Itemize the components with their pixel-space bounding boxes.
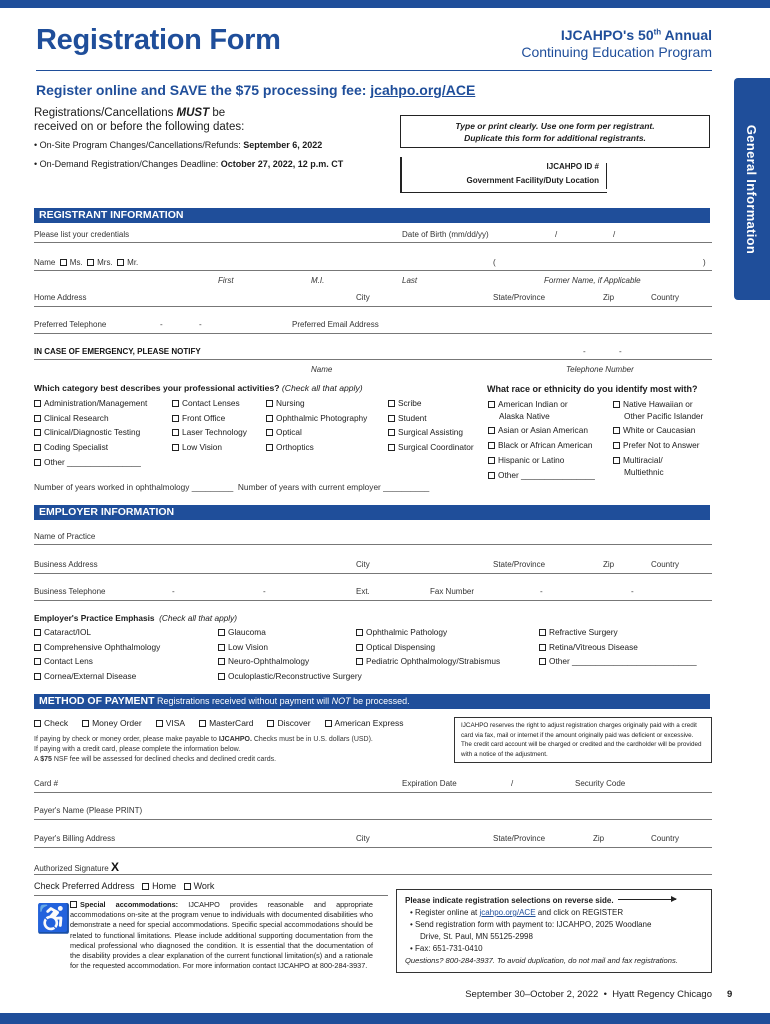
checkbox[interactable]: [34, 429, 41, 436]
payment-method[interactable]: [34, 718, 68, 728]
checkbox[interactable]: [34, 644, 41, 651]
zip-label: Zip: [603, 293, 615, 302]
page-title: Registration Form: [36, 24, 281, 56]
side-tab-label: General Information: [744, 124, 760, 254]
category-option[interactable]: [388, 396, 474, 411]
category-col-4: [388, 396, 474, 455]
ms-checkbox[interactable]: [60, 259, 67, 266]
rule: [34, 270, 712, 271]
race-col-2: Native Hawaiian or Other Pacific Islander White or Caucasian Prefer Not to Answer Multiracial/ Multiethnic: [613, 397, 703, 479]
wheelchair-icon: ♿: [36, 903, 71, 934]
payment-method[interactable]: [267, 718, 310, 728]
emphasis-option[interactable]: [539, 625, 697, 640]
race-checkbox[interactable]: [488, 427, 495, 434]
former-label: Former Name, if Applicable: [544, 276, 641, 285]
em-tel-label: Telephone Number: [566, 365, 634, 374]
method-label: Check: [44, 718, 69, 728]
paren-open: (: [493, 258, 496, 267]
option-label: Scribe: [398, 398, 422, 408]
ext-label: Ext.: [356, 587, 370, 596]
category-option[interactable]: [172, 411, 247, 426]
category-col-3: [266, 396, 367, 455]
checkbox[interactable]: [218, 629, 225, 636]
emphasis-option[interactable]: [34, 640, 160, 655]
emphasis-col-1: [34, 625, 160, 684]
signature-label: Authorized Signature X: [34, 860, 119, 874]
dash: -: [583, 347, 586, 356]
checkbox[interactable]: [266, 444, 273, 451]
option-label: Contact Lenses: [182, 398, 240, 408]
checkbox[interactable]: [82, 720, 89, 727]
checkbox[interactable]: [539, 658, 546, 665]
emphasis-col-2: [218, 625, 362, 684]
checkbox[interactable]: [356, 629, 363, 636]
option-label: Nursing: [276, 398, 305, 408]
register-link[interactable]: jcahpo.org/ACE: [479, 908, 536, 917]
email-label: Preferred Email Address: [292, 320, 379, 329]
id-box: IJCAHPO ID # Government Facility/Duty Location: [400, 157, 607, 193]
dash: -: [263, 587, 266, 596]
country-label: Country: [651, 560, 680, 569]
race-checkbox[interactable]: [488, 401, 495, 408]
method-label: VISA: [165, 718, 186, 728]
payment-method[interactable]: [325, 718, 404, 728]
rule: [34, 819, 712, 820]
mr-checkbox[interactable]: [117, 259, 124, 266]
category-option[interactable]: [172, 396, 247, 411]
register-link[interactable]: jcahpo.org/ACE: [370, 82, 476, 98]
rule: [34, 333, 712, 334]
header-rule: [36, 70, 712, 71]
rule: [34, 874, 712, 875]
business-tel-label: Business Telephone: [34, 587, 106, 596]
emphasis-option[interactable]: [34, 654, 160, 669]
checkbox[interactable]: [388, 415, 395, 422]
category-col-1: [34, 396, 147, 470]
registrant-header: REGISTRANT INFORMATION: [34, 208, 710, 223]
option-label: Laser Technology: [182, 427, 247, 438]
option-label: Other ___________________________: [549, 656, 697, 667]
security-label: Security Code: [575, 779, 626, 788]
instructions-box: Type or print clearly. Use one form per registrant. Duplicate this form for additional registrants.: [400, 115, 710, 148]
race-checkbox[interactable]: [488, 457, 495, 464]
checkbox[interactable]: [388, 444, 395, 451]
emphasis-option[interactable]: [218, 669, 362, 684]
checkbox[interactable]: [218, 644, 225, 651]
program-title: IJCAHPO's 50th Annual: [560, 27, 712, 43]
em-name-label: Name: [311, 365, 333, 374]
category-option[interactable]: [388, 440, 474, 455]
checkbox[interactable]: [172, 400, 179, 407]
special-accommodations: Special accommodations: IJCAHPO provides reasonable and appropriate accommodations on-site at the program venue to individuals with documented disabilities who demonstrate a need for special accommodations. Specific special accommodations should be related to functional limitations. Please include additional supporting documentation from the medical professional who diagnosed the condition. It is essential that the documentation of the disability provides a clear explanation of the current functional limitation(s) and a rationale for the requested accommodation. For more information contact IJCAHPO at 800-284-3937.: [70, 900, 373, 971]
zip-label: Zip: [603, 560, 615, 569]
exp-slash: /: [511, 779, 514, 788]
option-label: Clinical/Diagnostic Testing: [44, 427, 141, 438]
rule: [34, 573, 712, 574]
option-label: Low Vision: [228, 641, 268, 652]
option-label: Administration/Management: [44, 398, 148, 408]
option-label: Refractive Surgery: [549, 627, 618, 637]
race-checkbox[interactable]: [488, 442, 495, 449]
payment-method[interactable]: [82, 718, 142, 728]
emphasis-option[interactable]: [34, 669, 160, 684]
payer-label: Payer's Name (Please PRINT): [34, 806, 143, 815]
category-option[interactable]: [34, 455, 147, 470]
dash: -: [172, 587, 175, 596]
emphasis-option[interactable]: [356, 654, 500, 669]
category-option[interactable]: [388, 425, 474, 440]
mi-label: M.I.: [311, 276, 325, 285]
dash: -: [160, 320, 163, 329]
emphasis-col-3: [356, 625, 500, 669]
program-subtitle: Continuing Education Program: [521, 44, 712, 60]
option-label: Contact Lens: [44, 656, 93, 667]
checkbox[interactable]: [172, 429, 179, 436]
checkbox[interactable]: [34, 673, 41, 680]
category-option[interactable]: [266, 440, 367, 455]
emphasis-option[interactable]: [218, 640, 362, 655]
checkbox[interactable]: [199, 720, 206, 727]
checkbox[interactable]: [218, 658, 225, 665]
checkbox[interactable]: [34, 415, 41, 422]
race-checkbox[interactable]: [488, 472, 495, 479]
checkbox[interactable]: [539, 644, 546, 651]
emphasis-option[interactable]: [218, 654, 362, 669]
work-checkbox[interactable]: [184, 883, 191, 890]
checkbox[interactable]: [356, 644, 363, 651]
option-label: Clinical Research: [44, 412, 109, 423]
category-option[interactable]: [34, 396, 147, 411]
dash: -: [631, 587, 634, 596]
emphasis-question: Employer's Practice Emphasis (Check all that apply): [34, 613, 238, 623]
checkbox[interactable]: [388, 400, 395, 407]
option-label: Retina/Vitreous Disease: [549, 641, 638, 652]
option-label: Ophthalmic Photography: [276, 412, 368, 423]
option-label: Cataract/IOL: [44, 627, 92, 637]
checkbox[interactable]: [34, 400, 41, 407]
category-col-2: [172, 396, 247, 455]
race-checkbox[interactable]: [613, 427, 620, 434]
emphasis-option[interactable]: [218, 625, 362, 640]
method-label: American Express: [334, 718, 404, 728]
payment-method[interactable]: [156, 718, 185, 728]
checkbox[interactable]: [388, 429, 395, 436]
option-label: Comprehensive Ophthalmology: [44, 641, 161, 652]
race-question: What race or ethnicity do you identify most with?: [487, 384, 698, 394]
special-checkbox[interactable]: [70, 901, 77, 908]
deadline-note: Registrations/Cancellations MUST be received on or before the following dates: • On-Site Program Changes/Cancellations/Refunds: September 6, 2022 • On-Demand Registration/Changes Deadline: October 27, 2022, 12 p.m. CT: [34, 107, 344, 169]
city-label: City: [356, 834, 370, 843]
option-label: Oculoplastic/Reconstructive Surgery: [228, 671, 362, 682]
option-label: Coding Specialist: [44, 442, 109, 453]
practice-label: Name of Practice: [34, 532, 96, 541]
category-question: Which category best describes your professional activities? (Check all that apply): [34, 383, 363, 393]
option-label: Optical: [276, 427, 302, 438]
checkbox[interactable]: [34, 658, 41, 665]
category-option[interactable]: [266, 425, 367, 440]
telephone-label: Preferred Telephone: [34, 320, 107, 329]
category-option[interactable]: [34, 411, 147, 426]
checkbox[interactable]: [325, 720, 332, 727]
option-label: Surgical Coordinator: [398, 442, 474, 453]
emphasis-option[interactable]: [539, 654, 697, 669]
checkbox[interactable]: [218, 673, 225, 680]
race-checkbox[interactable]: [613, 457, 620, 464]
card-label: Card #: [34, 779, 59, 788]
state-label: State/Province: [493, 293, 546, 302]
checkbox[interactable]: [172, 415, 179, 422]
checkbox[interactable]: [156, 720, 163, 727]
rule: [34, 359, 712, 360]
category-option[interactable]: [266, 411, 367, 426]
category-option[interactable]: [388, 411, 474, 426]
home-checkbox[interactable]: [142, 883, 149, 890]
bottom-bar: [0, 1013, 770, 1024]
dash: -: [619, 347, 622, 356]
rule: [34, 792, 712, 793]
save-banner: Register online and SAVE the $75 processing fee: jcahpo.org/ACE: [36, 82, 476, 98]
rule: [34, 895, 388, 896]
arrow-right-icon: [618, 899, 676, 900]
dash: -: [540, 587, 543, 596]
rule: [34, 242, 712, 243]
years-row: Number of years worked in ophthalmology _________ Number of years with current employer __________: [34, 482, 430, 492]
employer-header: EMPLOYER INFORMATION: [34, 505, 710, 520]
dob-slash: /: [555, 230, 558, 239]
name-row: Name Ms. Mrs. Mr.: [34, 258, 139, 267]
emergency-label: IN CASE OF EMERGENCY, PLEASE NOTIFY: [34, 347, 201, 356]
checkbox[interactable]: [539, 629, 546, 636]
rule: [34, 600, 712, 601]
country-label: Country: [651, 834, 680, 843]
emphasis-option[interactable]: [539, 640, 697, 655]
emphasis-option[interactable]: [34, 625, 160, 640]
checkbox[interactable]: [267, 720, 274, 727]
payment-method[interactable]: [199, 718, 253, 728]
method-label: Discover: [277, 718, 311, 728]
city-label: City: [356, 560, 370, 569]
preferred-address: Check Preferred Address Home Work: [34, 881, 215, 891]
checkbox[interactable]: [266, 429, 273, 436]
mrs-checkbox[interactable]: [87, 259, 94, 266]
checkbox[interactable]: [34, 459, 41, 466]
city-label: City: [356, 293, 370, 302]
paren-close: ): [703, 258, 706, 267]
business-address-label: Business Address: [34, 560, 98, 569]
method-label: Money Order: [92, 718, 142, 728]
option-label: Orthoptics: [276, 442, 314, 453]
category-option[interactable]: [34, 425, 147, 440]
page-number: 9: [727, 989, 733, 1000]
option-label: Ophthalmic Pathology: [366, 627, 448, 637]
method-label: MasterCard: [209, 718, 254, 728]
country-label: Country: [651, 293, 680, 302]
option-label: Surgical Assisting: [398, 427, 464, 438]
checkbox[interactable]: [266, 415, 273, 422]
footer-event: September 30–October 2, 2022 • Hyatt Regency Chicago: [465, 989, 712, 1000]
billing-label: Payer's Billing Address: [34, 834, 116, 843]
last-label: Last: [402, 276, 418, 285]
option-label: Neuro-Ophthalmology: [228, 656, 310, 667]
home-address-label: Home Address: [34, 293, 87, 302]
top-bar: [0, 0, 770, 8]
emphasis-col-4: [539, 625, 697, 669]
payment-methods: [34, 718, 418, 728]
payment-instructions: If paying by check or money order, please make payable to IJCAHPO. Checks must be in U.S. dollars (USD). If paying with a credit card, please complete the information below. A $75 NSF fee will be assessed for declined checks and declined credit cards.: [34, 736, 373, 763]
race-checkbox[interactable]: [613, 401, 620, 408]
rule: [34, 847, 712, 848]
option-label: Cornea/External Disease: [44, 671, 137, 682]
emphasis-option[interactable]: [356, 640, 500, 655]
category-option[interactable]: [266, 396, 367, 411]
checkbox[interactable]: [172, 444, 179, 451]
state-label: State/Province: [493, 834, 546, 843]
state-label: State/Province: [493, 560, 546, 569]
race-checkbox[interactable]: [613, 442, 620, 449]
adjustment-notice: IJCAHPO reserves the right to adjust registration charges originally paid with a credit card via fax, mail or internet if the amount originally paid was deficient or excessive. The credit card account will be charged or credited and the cardholder will be provided with a notice of the adjustment.: [454, 717, 712, 763]
credentials-label: Please list your credentials: [34, 230, 130, 239]
option-label: Front Office: [182, 412, 226, 423]
option-label: Student: [398, 412, 427, 423]
option-label: Other ________________: [44, 456, 141, 467]
dob-slash: /: [613, 230, 616, 239]
rule: [34, 306, 712, 307]
rule: [34, 544, 712, 545]
option-label: Low Vision: [182, 442, 222, 453]
option-label: Optical Dispensing: [366, 641, 436, 652]
reverse-side-box: Please indicate registration selections on reverse side. • Register online at jcahpo.org/ACE and click on REGISTER • Send registration form with payment to: IJCAHPO, 2025 Woodlane Drive, St. Paul, MN 55125-2998 • Fax: 651-731-0410 Questions? 800-284-3937. To avoid duplication, do not mail and fax registrations.: [396, 889, 712, 973]
category-option[interactable]: [172, 440, 247, 455]
checkbox[interactable]: [356, 658, 363, 665]
checkbox[interactable]: [34, 629, 41, 636]
expiration-label: Expiration Date: [402, 779, 457, 788]
category-option[interactable]: [172, 425, 247, 440]
first-label: First: [218, 276, 234, 285]
race-col-1: American Indian or Alaska Native Asian or Asian American Black or African American Hispanic or Latino Other ________________: [488, 397, 595, 482]
category-option[interactable]: [34, 440, 147, 455]
dob-label: Date of Birth (mm/dd/yy): [402, 230, 489, 239]
dash: -: [199, 320, 202, 329]
checkbox[interactable]: [34, 444, 41, 451]
zip-label: Zip: [593, 834, 605, 843]
option-label: Pediatric Ophthalmology/Strabismus: [366, 656, 501, 667]
fax-label: Fax Number: [430, 587, 475, 596]
emphasis-option[interactable]: [356, 625, 500, 640]
checkbox[interactable]: [34, 720, 41, 727]
checkbox[interactable]: [266, 400, 273, 407]
option-label: Glaucoma: [228, 627, 266, 637]
payment-header: METHOD OF PAYMENT Registrations received without payment will NOT be processed.: [34, 694, 710, 709]
